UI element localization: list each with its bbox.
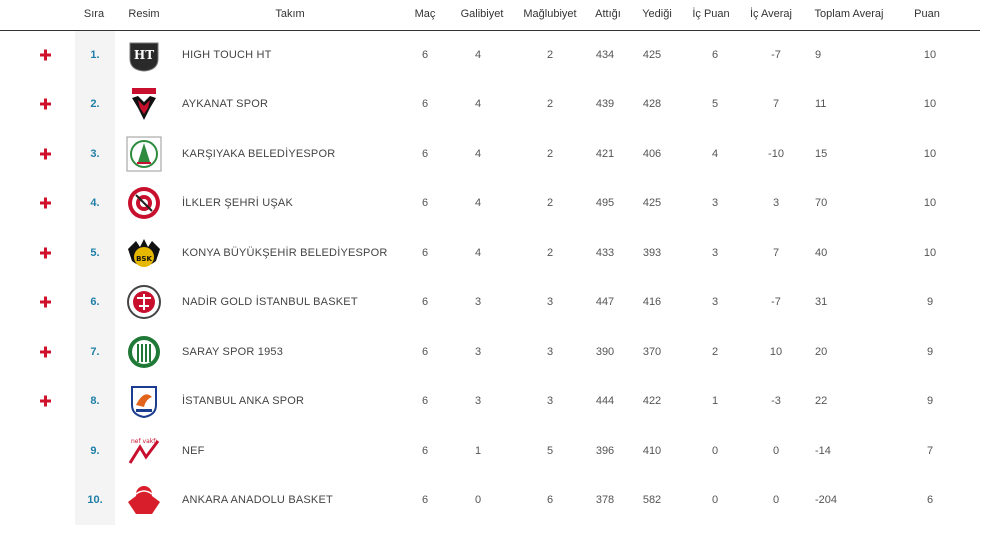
team-rank: 5. [90,246,100,259]
cell-h2h-points: 0 [711,444,719,457]
cell-conceded: 370 [642,345,662,358]
cell-lost: 2 [546,48,554,61]
cell-conceded: 393 [642,246,662,259]
cell-played: 6 [421,246,429,259]
team-name[interactable]: İSTANBUL ANKA SPOR [182,395,305,408]
cell-scored: 390 [595,345,615,358]
table-row [0,228,1000,278]
cell-lost: 2 [546,197,554,210]
expand-row-icon[interactable] [40,198,51,209]
cell-scored: 396 [595,444,615,457]
cell-h2h-diff: -7 [771,296,781,309]
cell-total-diff: 9 [815,48,822,61]
cell-h2h-points: 3 [711,296,719,309]
cell-conceded: 425 [642,197,662,210]
cell-h2h-points: 6 [711,48,719,61]
svg-text:nef vakfı: nef vakfı [131,437,157,445]
header-logo: Resim [128,8,160,20]
cell-h2h-points: 3 [711,246,719,259]
cell-scored: 434 [595,48,615,61]
table-row [0,476,1000,526]
cell-h2h-diff: 10 [769,345,783,358]
header-total-diff: Toplam Averaj [814,8,884,20]
cell-h2h-diff: -10 [768,147,784,160]
cell-points: 9 [926,296,934,309]
team-name[interactable]: ANKARA ANADOLU BASKET [182,494,333,507]
cell-h2h-points: 0 [711,494,719,507]
cell-points: 10 [923,147,937,160]
nef-vakfi-logo-icon [126,433,162,469]
table-row [0,426,1000,476]
team-name[interactable]: KARŞIYAKA BELEDİYESPOR [182,147,336,160]
cell-scored: 421 [595,147,615,160]
svg-text:BSK: BSK [136,254,152,263]
nadir-gold-logo-icon [126,284,162,320]
cell-won: 3 [474,395,482,408]
expand-row-icon[interactable] [40,247,51,258]
team-rank: 7. [90,345,100,358]
team-rank: 8. [90,395,100,408]
expand-row-icon[interactable] [40,297,51,308]
team-name[interactable]: AYKANAT SPOR [182,98,269,111]
cell-won: 4 [474,48,482,61]
cell-won: 3 [474,345,482,358]
cell-total-diff: 31 [815,296,828,309]
konya-buyuksehir-logo-icon [126,235,162,271]
cell-played: 6 [421,444,429,457]
table-row [0,377,1000,427]
cell-h2h-points: 4 [711,147,719,160]
table-row [0,278,1000,328]
cell-conceded: 416 [642,296,662,309]
cell-won: 4 [474,197,482,210]
cell-won: 0 [474,494,482,507]
cell-lost: 5 [546,444,554,457]
cell-points: 10 [923,197,937,210]
cell-played: 6 [421,48,429,61]
expand-row-icon[interactable] [40,148,51,159]
svg-text:HT: HT [133,47,155,62]
cell-scored: 378 [595,494,615,507]
cell-h2h-diff: 7 [772,246,780,259]
cell-total-diff: -204 [815,494,838,507]
team-rank: 3. [90,147,100,160]
expand-row-icon[interactable] [40,49,51,60]
table-row [0,30,1000,80]
header-scored: Attığı [595,8,621,20]
cell-total-diff: 11 [815,98,827,111]
cell-played: 6 [421,494,429,507]
header-rank: Sıra [83,8,105,20]
header-h2h-points: İç Puan [692,8,730,20]
expand-row-icon[interactable] [40,346,51,357]
karsiyaka-belediyespor-logo-icon [126,136,162,172]
cell-total-diff: 40 [815,246,828,259]
cell-lost: 3 [546,395,554,408]
header-played: Maç [414,8,436,20]
team-name[interactable]: İLKLER ŞEHRİ UŞAK [182,197,293,210]
cell-played: 6 [421,296,429,309]
high-touch-logo-icon [126,37,162,73]
table-header [0,0,980,31]
table-row [0,327,1000,377]
team-rank: 6. [90,296,100,309]
cell-points: 9 [926,345,934,358]
header-lost: Mağlubiyet [523,8,577,20]
aykanat-spor-logo-icon [126,86,162,122]
cell-played: 6 [421,98,429,111]
cell-lost: 2 [546,147,554,160]
cell-total-diff: 20 [815,345,828,358]
cell-h2h-diff: 0 [772,444,780,457]
cell-conceded: 425 [642,48,662,61]
cell-total-diff: -14 [815,444,831,457]
cell-conceded: 410 [642,444,662,457]
team-rank: 2. [90,98,100,111]
cell-lost: 2 [546,98,554,111]
cell-points: 10 [923,246,937,259]
cell-conceded: 428 [642,98,662,111]
cell-won: 4 [474,98,482,111]
cell-h2h-points: 3 [711,197,719,210]
cell-h2h-diff: 3 [772,197,780,210]
team-name[interactable]: SARAY SPOR 1953 [182,345,284,358]
cell-scored: 433 [595,246,615,259]
cell-h2h-diff: 0 [772,494,780,507]
cell-played: 6 [421,345,429,358]
cell-won: 4 [474,147,482,160]
cell-h2h-diff: 7 [772,98,780,111]
table-row [0,129,1000,179]
header-won: Galibiyet [460,8,504,20]
cell-won: 1 [474,444,482,457]
cell-lost: 3 [546,345,554,358]
ankara-anadolu-basket-logo-icon [126,482,162,518]
header-conceded: Yediği [642,8,672,20]
cell-played: 6 [421,197,429,210]
cell-scored: 447 [595,296,615,309]
cell-conceded: 406 [642,147,662,160]
cell-h2h-points: 5 [711,98,719,111]
cell-total-diff: 15 [815,147,828,160]
cell-h2h-diff: -7 [771,48,781,61]
istanbul-anka-spor-logo-icon [126,383,162,419]
expand-row-icon[interactable] [40,99,51,110]
header-team: Takım [275,8,305,20]
team-name[interactable]: KONYA BÜYÜKŞEHİR BELEDİYESPOR [182,246,388,259]
cell-total-diff: 70 [815,197,828,210]
cell-points: 6 [926,494,934,507]
cell-played: 6 [421,395,429,408]
cell-won: 4 [474,246,482,259]
cell-lost: 2 [546,246,554,259]
team-rank: 9. [90,444,100,457]
saray-spor-logo-icon [126,334,162,370]
table-row [0,80,1000,130]
table-row [0,179,1000,229]
team-name[interactable]: NEF [182,444,205,457]
cell-points: 10 [923,48,937,61]
cell-conceded: 422 [642,395,662,408]
cell-played: 6 [421,147,429,160]
ilkler-sehri-usak-logo-icon [126,185,162,221]
header-points: Puan [914,8,940,20]
cell-lost: 6 [546,494,554,507]
team-name[interactable]: HIGH TOUCH HT [182,48,272,61]
cell-scored: 439 [595,98,615,111]
team-rank: 1. [90,48,100,61]
cell-scored: 444 [595,395,615,408]
cell-lost: 3 [546,296,554,309]
cell-h2h-diff: -3 [771,395,781,408]
cell-h2h-points: 2 [711,345,719,358]
cell-points: 9 [926,395,934,408]
header-h2h-diff: İç Averaj [750,8,792,20]
cell-won: 3 [474,296,482,309]
cell-points: 7 [926,444,934,457]
cell-h2h-points: 1 [711,395,719,408]
cell-scored: 495 [595,197,615,210]
team-rank: 4. [90,197,100,210]
cell-conceded: 582 [642,494,662,507]
team-name[interactable]: NADİR GOLD İSTANBUL BASKET [182,296,358,309]
team-rank: 10. [87,494,103,507]
expand-row-icon[interactable] [40,396,51,407]
cell-total-diff: 22 [815,395,828,408]
cell-points: 10 [923,98,937,111]
